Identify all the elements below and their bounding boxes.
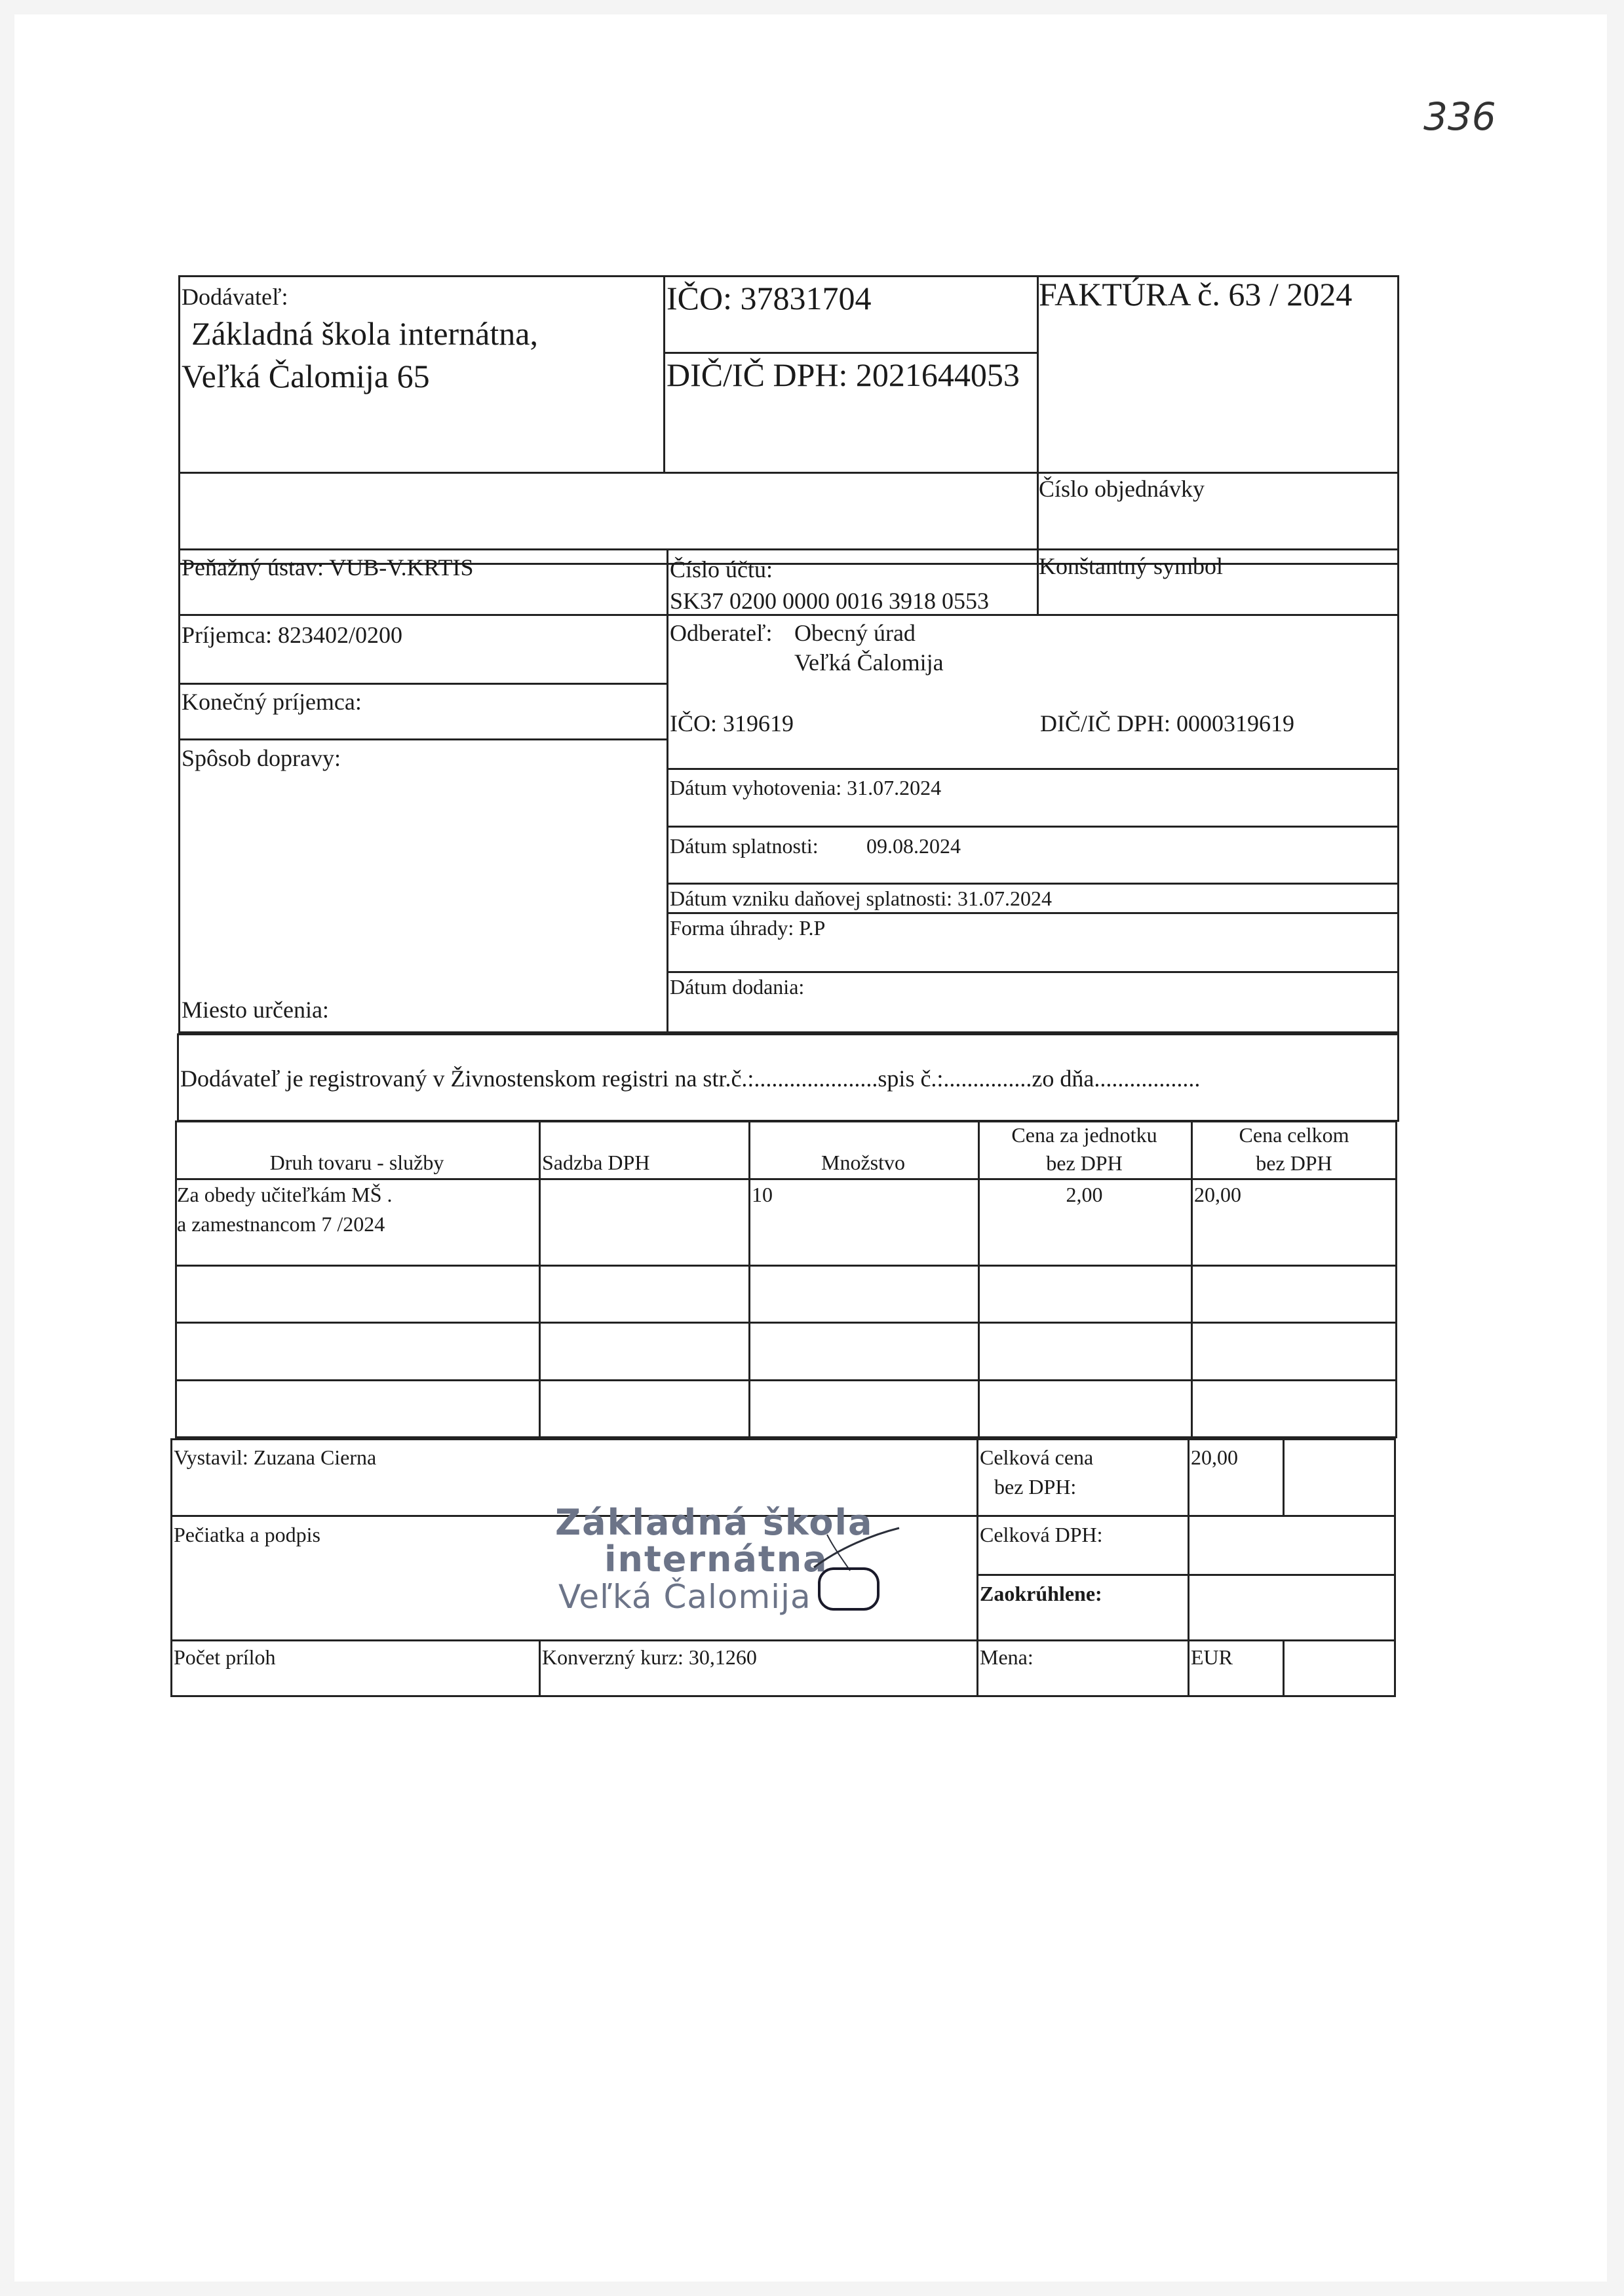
currency-label: Mena: bbox=[980, 1645, 1034, 1669]
stamp-line2: internátna bbox=[604, 1539, 828, 1580]
header-unit-price: Cena za jednotku bbox=[1011, 1123, 1157, 1147]
delivery-date: Dátum dodania: bbox=[670, 975, 805, 999]
final-recipient: Konečný príjemca: bbox=[182, 689, 362, 715]
supplier-name: Základná škola internátna, bbox=[191, 315, 538, 352]
total-without-vat-label: Celková cena bbox=[980, 1445, 1094, 1469]
issue-date: Dátum vyhotovenia: 31.07.2024 bbox=[670, 776, 942, 799]
stamp-line3: Veľká Čalomija bbox=[558, 1578, 811, 1616]
recipient: Príjemca: 823402/0200 bbox=[182, 622, 402, 648]
invoice-page bbox=[14, 14, 1607, 2282]
stamp-signature-label: Pečiatka a podpis bbox=[174, 1523, 320, 1546]
tax-point-date: Dátum vzniku daňovej splatnosti: 31.07.2024 bbox=[670, 887, 1053, 910]
order-number-label: Číslo objednávky bbox=[1039, 476, 1205, 502]
rounded-label: Zaokrúhlene: bbox=[980, 1582, 1102, 1605]
header-unit-price-sub: bez DPH bbox=[1046, 1151, 1123, 1175]
header-quantity: Množstvo bbox=[821, 1151, 905, 1174]
item-description-line1: Za obedy učiteľkám MŠ . bbox=[177, 1183, 393, 1206]
item-unit-price: 2,00 bbox=[1066, 1183, 1103, 1206]
destination: Miesto určenia: bbox=[182, 997, 329, 1023]
payment-method: Forma úhrady: P.P bbox=[670, 916, 826, 940]
customer-dic: DIČ/IČ DPH: 0000319619 bbox=[1040, 710, 1295, 737]
account-number: SK37 0200 0000 0016 3918 0553 bbox=[670, 588, 990, 614]
header-total-sub: bez DPH bbox=[1256, 1151, 1332, 1175]
stamp-line1: Základná škola bbox=[555, 1502, 874, 1543]
invoice-title: FAKTÚRA č. 63 / 2024 bbox=[1039, 276, 1353, 313]
item-total: 20,00 bbox=[1194, 1183, 1241, 1206]
item-description-line2: a zamestnancom 7 /2024 bbox=[177, 1212, 385, 1236]
constant-symbol-label: Konštantný symbol bbox=[1039, 553, 1224, 579]
bank-institution: Peňažný ústav: VUB-V.KRTIS bbox=[182, 554, 474, 581]
customer-name: Obecný úrad bbox=[794, 620, 916, 646]
conversion-rate: Konverzný kurz: 30,1260 bbox=[542, 1645, 757, 1669]
total-without-vat-value: 20,00 bbox=[1191, 1445, 1238, 1469]
header-total: Cena celkom bbox=[1239, 1123, 1349, 1147]
header-item: Druh tovaru - služby bbox=[269, 1151, 444, 1174]
supplier-label: Dodávateľ: bbox=[182, 284, 288, 310]
supplier-ico: IČO: 37831704 bbox=[667, 280, 872, 316]
supplier-dic: DIČ/IČ DPH: 2021644053 bbox=[667, 356, 1020, 393]
attachments-label: Počet príloh bbox=[174, 1645, 276, 1669]
customer-ico: IČO: 319619 bbox=[670, 710, 794, 737]
page-number: 336 bbox=[1423, 94, 1496, 139]
customer-label: Odberateľ: bbox=[670, 620, 773, 646]
transport-method: Spôsob dopravy: bbox=[182, 745, 341, 771]
currency-value: EUR bbox=[1191, 1645, 1233, 1669]
total-vat-label: Celková DPH: bbox=[980, 1523, 1103, 1546]
registration-text: Dodávateľ je registrovaný v Živnostenskom registri na str.č.:.....................spis č.:...............zo dňa.................. bbox=[180, 1065, 1201, 1092]
due-date-label: Dátum splatnosti: bbox=[670, 834, 819, 858]
signature-icon bbox=[788, 1521, 906, 1626]
total-without-vat-label-sub: bez DPH: bbox=[994, 1475, 1077, 1499]
issued-by: Vystavil: Zuzana Cierna bbox=[174, 1445, 377, 1469]
supplier-address: Veľká Čalomija 65 bbox=[182, 358, 430, 394]
account-label: Číslo účtu: bbox=[670, 556, 773, 583]
header-vat-rate: Sadzba DPH bbox=[542, 1151, 650, 1174]
due-date-value: 09.08.2024 bbox=[866, 834, 961, 858]
customer-address: Veľká Čalomija bbox=[794, 649, 944, 676]
item-quantity: 10 bbox=[752, 1183, 773, 1206]
